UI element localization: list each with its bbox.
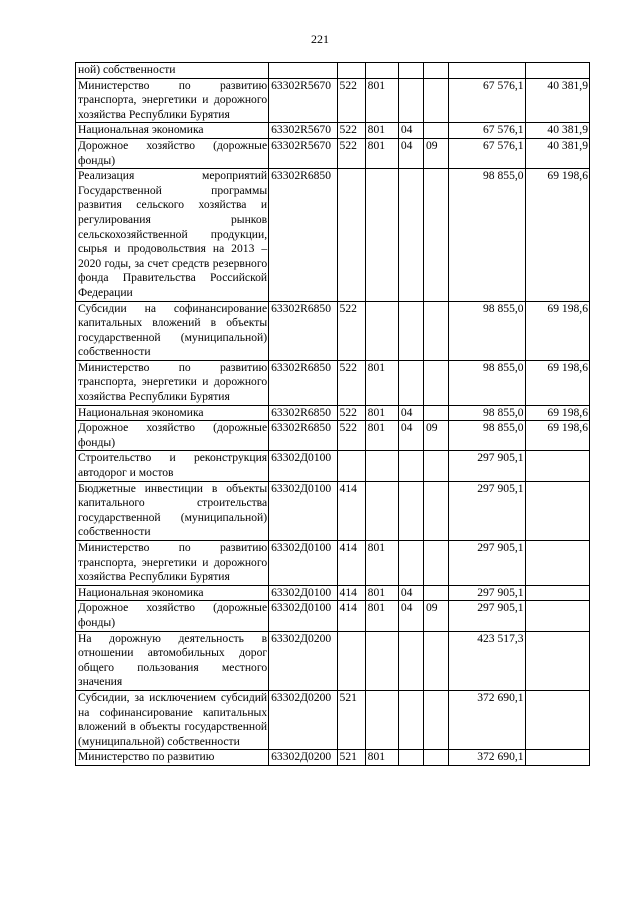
cell-cs <box>424 405 449 421</box>
cell-name: Реализация мероприятий Государственной программы развития сельского хозяйства и регулирования рынков сельскохозяйственной продукции, сырья и продовольствия на 2013 – 2020 годы, за счет средств резервного фонда Правительства Российской Федерации <box>76 169 269 301</box>
cell-code: 63302R6850 <box>269 421 337 451</box>
table-row <box>76 451 590 481</box>
cell-amount-2: 40 381,9 <box>525 78 589 123</box>
cell-pr <box>398 169 423 301</box>
cell-pr: 04 <box>398 123 423 139</box>
cell-pr <box>398 451 423 481</box>
cell-amount-1: 297 905,1 <box>449 541 525 586</box>
table-row <box>76 405 590 421</box>
table-row <box>76 481 590 540</box>
cell-pr: 04 <box>398 585 423 601</box>
cell-amount-1: 67 576,1 <box>449 78 525 123</box>
cell-name: Национальная экономика <box>76 123 269 139</box>
page-number: 221 <box>311 32 329 46</box>
table-body <box>76 63 590 766</box>
cell-pr <box>398 301 423 360</box>
cell-pr: 04 <box>398 138 423 168</box>
cell-code: 63302Д0200 <box>269 631 337 690</box>
cell-pr <box>398 63 423 79</box>
cell-name: Строительство и реконструкция автодорог и мостов <box>76 451 269 481</box>
cell-code: 63302Д0100 <box>269 585 337 601</box>
cell-rz: 801 <box>365 541 398 586</box>
cell-vr: 522 <box>337 405 365 421</box>
cell-amount-1: 372 690,1 <box>449 690 525 749</box>
cell-code: 63302Д0200 <box>269 750 337 766</box>
cell-code: 63302R6850 <box>269 360 337 405</box>
cell-amount-2 <box>525 631 589 690</box>
cell-cs <box>424 301 449 360</box>
cell-rz <box>365 169 398 301</box>
cell-cs: 09 <box>424 138 449 168</box>
cell-pr: 04 <box>398 601 423 631</box>
cell-amount-2 <box>525 750 589 766</box>
cell-vr: 522 <box>337 138 365 168</box>
table-row <box>76 301 590 360</box>
table-row <box>76 63 590 79</box>
cell-amount-2 <box>525 541 589 586</box>
cell-name: Субсидии, за исключением субсидий на софинансирование капитальных вложений в объекты государственной (муниципальной) собственности <box>76 690 269 749</box>
cell-amount-2: 69 198,6 <box>525 301 589 360</box>
cell-amount-1: 98 855,0 <box>449 405 525 421</box>
cell-amount-2: 40 381,9 <box>525 123 589 139</box>
cell-vr: 414 <box>337 585 365 601</box>
cell-name: Бюджетные инвестиции в объекты капитального строительства государственной (муниципальной) собственности <box>76 481 269 540</box>
cell-amount-1: 297 905,1 <box>449 585 525 601</box>
cell-pr: 04 <box>398 405 423 421</box>
cell-pr <box>398 631 423 690</box>
cell-rz <box>365 690 398 749</box>
cell-amount-2: 69 198,6 <box>525 360 589 405</box>
cell-amount-2: 69 198,6 <box>525 421 589 451</box>
cell-amount-1: 423 517,3 <box>449 631 525 690</box>
cell-code: 63302Д0100 <box>269 601 337 631</box>
cell-code: 63302R6850 <box>269 301 337 360</box>
cell-cs: 09 <box>424 421 449 451</box>
budget-table <box>75 62 590 766</box>
cell-vr: 522 <box>337 78 365 123</box>
cell-name: Министерство по развитию <box>76 750 269 766</box>
cell-vr: 522 <box>337 123 365 139</box>
cell-name: Министерство по развитию транспорта, энергетики и дорожного хозяйства Республики Бурятия <box>76 360 269 405</box>
cell-amount-1: 98 855,0 <box>449 421 525 451</box>
cell-vr: 414 <box>337 481 365 540</box>
cell-amount-2 <box>525 481 589 540</box>
cell-vr: 522 <box>337 421 365 451</box>
cell-cs <box>424 481 449 540</box>
cell-vr: 522 <box>337 301 365 360</box>
cell-amount-2: 40 381,9 <box>525 138 589 168</box>
cell-rz: 801 <box>365 78 398 123</box>
cell-pr <box>398 78 423 123</box>
cell-vr <box>337 169 365 301</box>
cell-amount-1: 372 690,1 <box>449 750 525 766</box>
cell-amount-2 <box>525 690 589 749</box>
cell-name: ной) собственности <box>76 63 269 79</box>
cell-cs <box>424 451 449 481</box>
cell-code: 63302R5670 <box>269 78 337 123</box>
cell-name: На дорожную деятельность в отношении автомобильных дорог общего пользования местного значения <box>76 631 269 690</box>
table-row <box>76 169 590 301</box>
cell-vr: 521 <box>337 690 365 749</box>
cell-name: Министерство по развитию транспорта, энергетики и дорожного хозяйства Республики Бурятия <box>76 541 269 586</box>
cell-amount-1: 98 855,0 <box>449 360 525 405</box>
cell-rz: 801 <box>365 585 398 601</box>
cell-name: Национальная экономика <box>76 585 269 601</box>
cell-amount-1: 297 905,1 <box>449 481 525 540</box>
cell-vr <box>337 631 365 690</box>
cell-rz: 801 <box>365 360 398 405</box>
table-row <box>76 421 590 451</box>
cell-pr <box>398 481 423 540</box>
table-row <box>76 360 590 405</box>
table-row <box>76 690 590 749</box>
cell-vr: 522 <box>337 360 365 405</box>
cell-name: Дорожное хозяйство (дорожные фонды) <box>76 421 269 451</box>
cell-cs <box>424 78 449 123</box>
cell-cs <box>424 585 449 601</box>
cell-rz: 801 <box>365 750 398 766</box>
cell-rz: 801 <box>365 601 398 631</box>
table-row <box>76 585 590 601</box>
cell-amount-2 <box>525 63 589 79</box>
cell-rz <box>365 631 398 690</box>
cell-amount-2 <box>525 451 589 481</box>
cell-rz: 801 <box>365 405 398 421</box>
table-row <box>76 601 590 631</box>
table-row <box>76 123 590 139</box>
cell-name: Дорожное хозяйство (дорожные фонды) <box>76 138 269 168</box>
cell-rz: 801 <box>365 138 398 168</box>
cell-cs: 09 <box>424 601 449 631</box>
cell-rz: 801 <box>365 421 398 451</box>
cell-code: 63302Д0100 <box>269 451 337 481</box>
cell-code: 63302Д0100 <box>269 481 337 540</box>
cell-code: 63302R5670 <box>269 138 337 168</box>
cell-amount-1 <box>449 63 525 79</box>
cell-code: 63302Д0200 <box>269 690 337 749</box>
cell-pr <box>398 360 423 405</box>
cell-amount-2 <box>525 601 589 631</box>
cell-amount-1: 297 905,1 <box>449 601 525 631</box>
cell-name: Министерство по развитию транспорта, энергетики и дорожного хозяйства Республики Бурятия <box>76 78 269 123</box>
cell-name: Дорожное хозяйство (дорожные фонды) <box>76 601 269 631</box>
cell-amount-2: 69 198,6 <box>525 169 589 301</box>
cell-cs <box>424 750 449 766</box>
cell-code: 63302R5670 <box>269 123 337 139</box>
cell-amount-2 <box>525 585 589 601</box>
cell-amount-1: 67 576,1 <box>449 138 525 168</box>
cell-rz <box>365 63 398 79</box>
cell-rz <box>365 481 398 540</box>
cell-code: 63302R6850 <box>269 405 337 421</box>
cell-pr <box>398 541 423 586</box>
cell-cs <box>424 631 449 690</box>
cell-pr <box>398 750 423 766</box>
cell-cs <box>424 541 449 586</box>
cell-vr <box>337 451 365 481</box>
cell-rz: 801 <box>365 123 398 139</box>
cell-code: 63302R6850 <box>269 169 337 301</box>
cell-vr <box>337 63 365 79</box>
cell-cs <box>424 169 449 301</box>
table-row <box>76 750 590 766</box>
cell-rz <box>365 301 398 360</box>
cell-name: Субсидии на софинансирование капитальных вложений в объекты государственной (муниципальной) собственности <box>76 301 269 360</box>
cell-amount-1: 297 905,1 <box>449 451 525 481</box>
cell-name: Национальная экономика <box>76 405 269 421</box>
cell-amount-2: 69 198,6 <box>525 405 589 421</box>
table-row <box>76 138 590 168</box>
cell-cs <box>424 360 449 405</box>
cell-amount-1: 67 576,1 <box>449 123 525 139</box>
cell-pr: 04 <box>398 421 423 451</box>
cell-amount-1: 98 855,0 <box>449 169 525 301</box>
cell-code: 63302Д0100 <box>269 541 337 586</box>
cell-cs <box>424 123 449 139</box>
cell-code <box>269 63 337 79</box>
table-row <box>76 78 590 123</box>
cell-cs <box>424 690 449 749</box>
cell-amount-1: 98 855,0 <box>449 301 525 360</box>
cell-vr: 414 <box>337 541 365 586</box>
table-row <box>76 631 590 690</box>
table-row <box>76 541 590 586</box>
cell-cs <box>424 63 449 79</box>
cell-vr: 521 <box>337 750 365 766</box>
cell-vr: 414 <box>337 601 365 631</box>
cell-rz <box>365 451 398 481</box>
cell-pr <box>398 690 423 749</box>
